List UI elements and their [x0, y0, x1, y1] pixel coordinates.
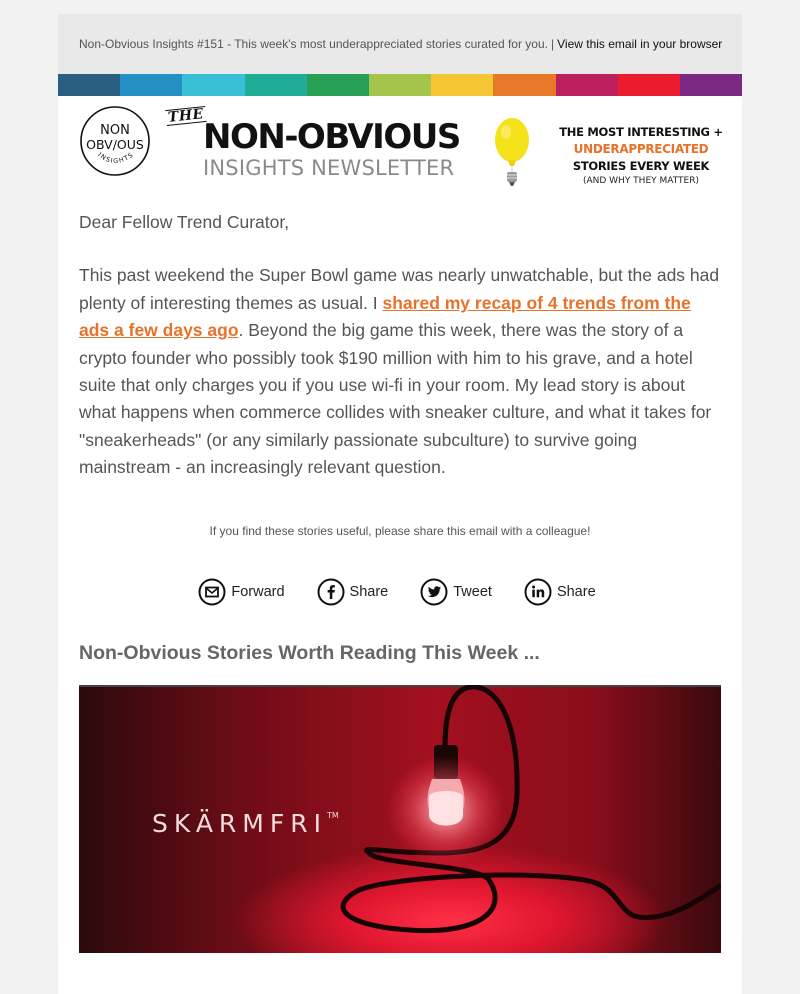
preheader-text: Non-Obvious Insights #151 - This week's most underappreciated stories curated for you. [79, 37, 548, 51]
tweet-button[interactable] [420, 578, 492, 606]
stories-section-heading: Non-Obvious Stories Worth Reading This Week ... [79, 641, 540, 664]
facebook-icon [317, 578, 345, 606]
tweet-label: Tweet [453, 583, 492, 600]
preheader [58, 14, 742, 74]
seal-bottom-text: INSIGHTS [96, 150, 136, 166]
ads-recap-link[interactable]: shared my recap of 4 trends from the ads a few days ago [79, 292, 691, 341]
email-container [58, 14, 742, 994]
seal-top-text: NON [100, 123, 130, 138]
email-icon [198, 578, 226, 606]
linkedin-share-button[interactable] [524, 578, 596, 606]
intro-text-end: . Beyond the big game this week, there was the story of a crypto founder who possibly took $190 million with him to his grave, and a hotel suite that only charges you if you use wi-fi in your room. My lead story is about what happens when commerce collides with sneaker culture, and what it takes for "sneakerheads" (or any similarly passionate subculture) to survive going mainstream - an increasingly relevant question. [79, 320, 712, 478]
newsletter-subtitle: INSIGHTS NEWSLETTER [203, 156, 455, 180]
lightbulb-balloon-icon [492, 116, 532, 192]
tagline-line-2: UNDERAPPRECIATED [573, 142, 709, 156]
color-swatch [245, 74, 307, 96]
share-prompt: If you find these stories useful, please share this email with a colleague! [209, 523, 591, 538]
color-swatch [618, 74, 680, 96]
color-swatch [680, 74, 742, 96]
forward-label: Forward [231, 583, 285, 600]
intro-text-start: This past weekend the Super Bowl game was nearly unwatchable, but the ads had plenty of interesting themes as usual. I [79, 265, 720, 313]
color-swatch [182, 74, 244, 96]
forward-button[interactable] [198, 578, 284, 606]
color-swatch [369, 74, 431, 96]
preheader-separator: | [550, 37, 555, 51]
facebook-share-button[interactable] [317, 578, 389, 606]
non-obvious-seal-logo [78, 104, 152, 178]
hero-trademark: TM [327, 810, 339, 820]
hero-brand-name: SKÄRMFRI [152, 808, 327, 838]
tagline-line-4: (AND WHY THEY MATTER) [582, 176, 700, 186]
color-swatch [58, 74, 120, 96]
hero-brand-text [152, 809, 339, 838]
twitter-icon [420, 578, 448, 606]
newsletter-title: NON-OBVIOUS [203, 117, 460, 157]
color-swatch [307, 74, 369, 96]
seal-middle-text: OBV/OUS [86, 137, 144, 152]
color-stripe [58, 74, 742, 96]
tagline-line-1: THE MOST INTERESTING + [559, 125, 723, 139]
linkedin-icon [524, 578, 552, 606]
color-swatch [556, 74, 618, 96]
tagline-line-3: STORIES EVERY WEEK [572, 159, 710, 173]
the-mark: THE [167, 106, 205, 126]
color-swatch [493, 74, 555, 96]
linkedin-share-label: Share [556, 583, 596, 600]
share-buttons [58, 578, 742, 606]
lead-story-hero-image[interactable] [79, 685, 721, 953]
view-in-browser-link[interactable]: View this email in your browser [557, 37, 723, 51]
facebook-share-label: Share [349, 583, 389, 600]
color-swatch [120, 74, 182, 96]
intro-paragraph [79, 262, 721, 481]
greeting: Dear Fellow Trend Curator, [79, 212, 290, 232]
tagline [546, 124, 736, 187]
color-swatch [431, 74, 493, 96]
masthead[interactable] [58, 96, 742, 201]
